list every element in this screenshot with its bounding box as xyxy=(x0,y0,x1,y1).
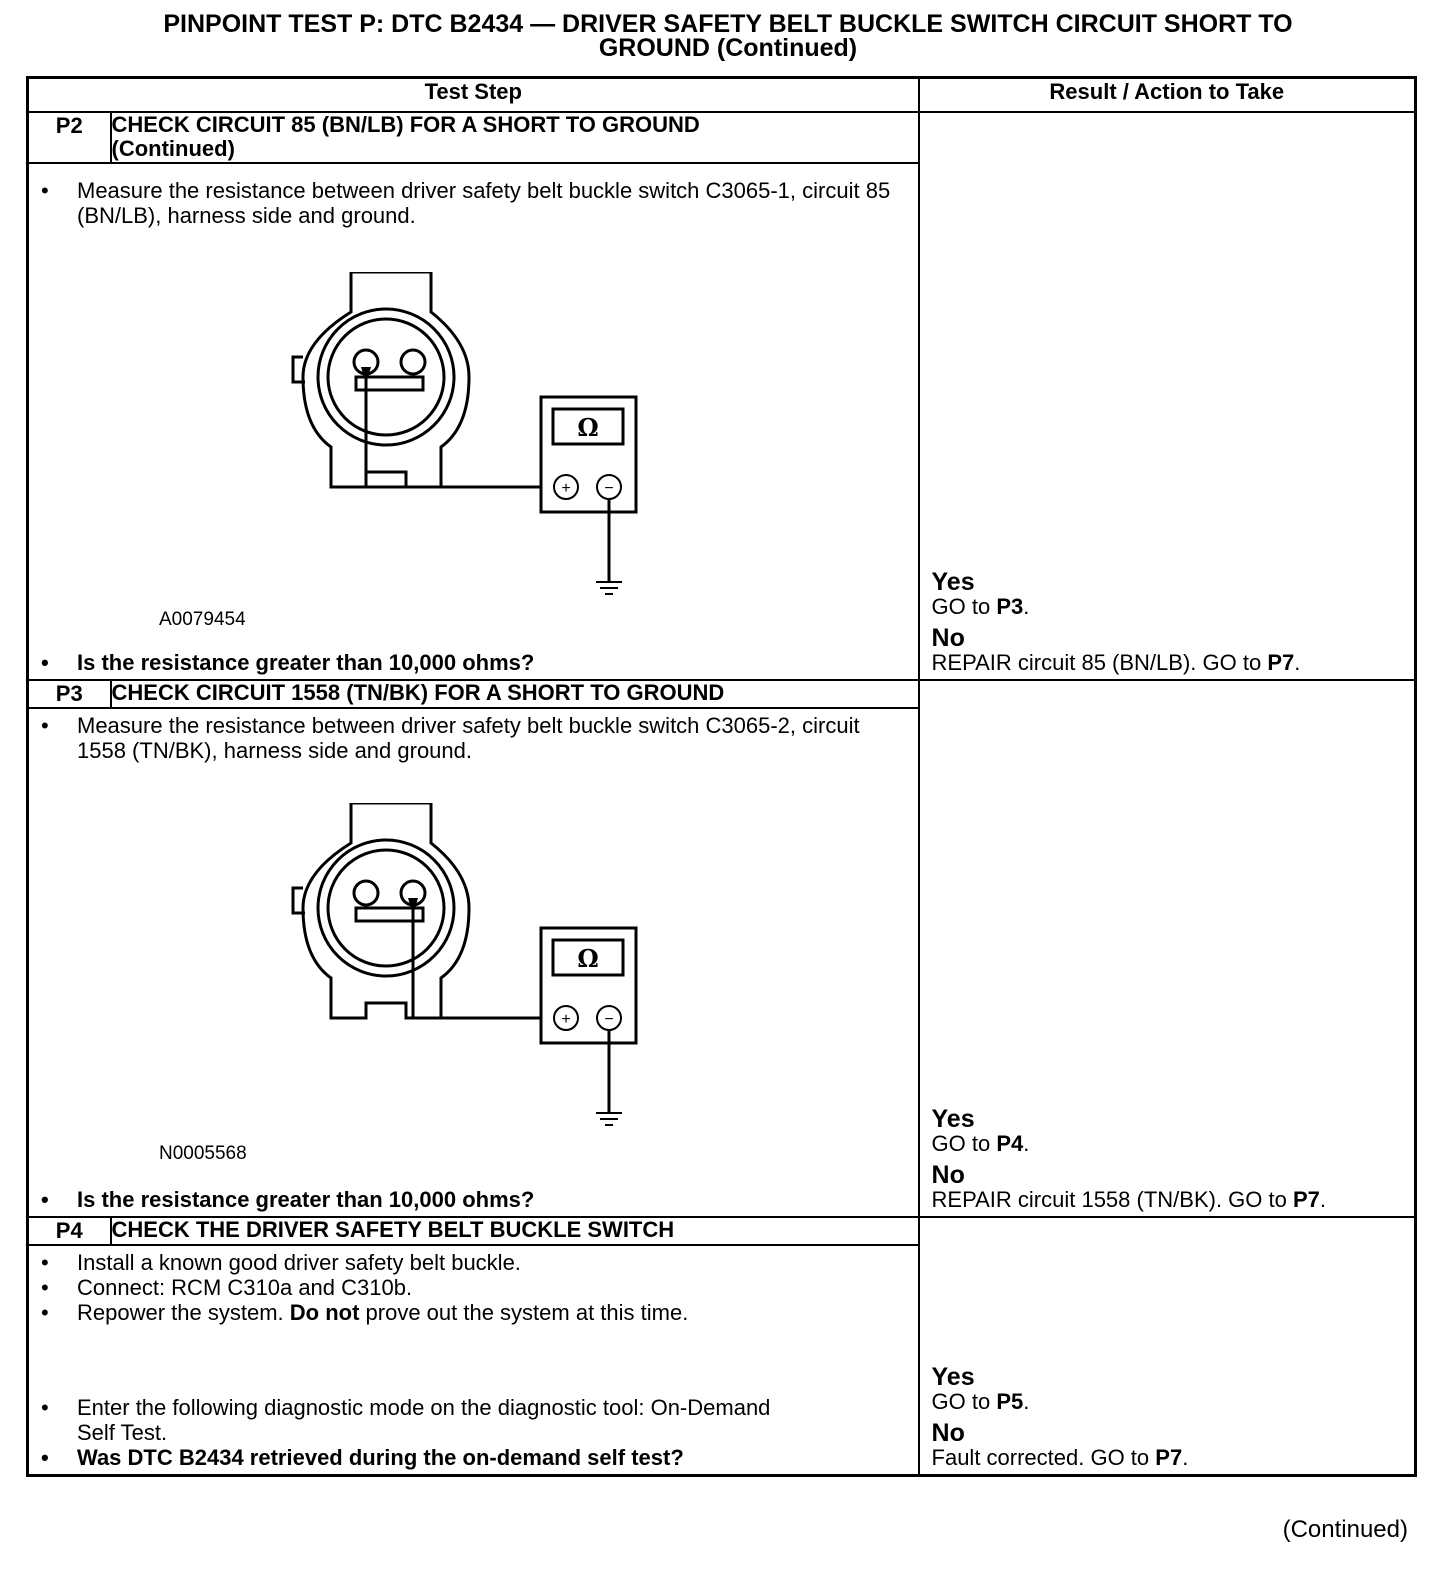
step-p3-no-action: REPAIR circuit 1558 (TN/BK). GO to P7. xyxy=(931,1187,1327,1212)
step-p2-no-target: P7 xyxy=(1267,650,1295,675)
step-p3-number: P3 xyxy=(28,680,111,708)
step-p4-yes-target: P5 xyxy=(996,1389,1024,1414)
step-p2-heading-line1: CHECK CIRCUIT 85 (BN/LB) FOR A SHORT TO GROUND xyxy=(111,112,700,137)
step-p4-bullet-2: • Connect: RCM C310a and C310b. xyxy=(29,1275,918,1300)
plus-sign: + xyxy=(561,1011,571,1028)
step-p3-figure-id: N0005568 xyxy=(159,1143,247,1164)
step-p3-heading-row xyxy=(28,680,1416,708)
step-p2-body xyxy=(28,163,919,680)
step-p4-number: P4 xyxy=(28,1217,111,1245)
step-p4-bullet-4: • Enter the following diagnostic mode on the diagnostic tool: On-Demand Self Test. xyxy=(29,1395,918,1445)
step-p4-bullet-1: • Install a known good driver safety belt buckle. xyxy=(29,1250,918,1275)
step-p3-body xyxy=(28,708,919,1217)
step-p2-yes-action: GO to P3. xyxy=(931,594,1030,619)
page-title xyxy=(0,12,1456,60)
ground-symbol xyxy=(596,582,622,594)
step-p4-question: • Was DTC B2434 retrieved during the on-demand self test? xyxy=(29,1445,918,1470)
step-p3-no-label: No xyxy=(931,1161,965,1189)
step-p2-figure-id: A0079454 xyxy=(159,609,246,630)
step-p2-instruction: • Measure the resistance between driver safety belt buckle switch C3065-1, circuit 85 (BN/LB), harness side and ground. xyxy=(29,178,918,228)
step-p3-no-target: P7 xyxy=(1292,1187,1320,1212)
step-p2-question: • Is the resistance greater than 10,000 ohms? xyxy=(29,650,918,675)
step-p4-body xyxy=(28,1245,919,1476)
step-p4-yes-action: GO to P5. xyxy=(931,1389,1030,1414)
step-p4-no-target: P7 xyxy=(1155,1445,1183,1470)
ohm-icon: Ω xyxy=(577,944,599,973)
step-p4-yes-label: Yes xyxy=(931,1363,975,1391)
step-p2-yes-target: P3 xyxy=(996,594,1024,619)
step-p4-bullet-3: • Repower the system. Do not prove out the system at this time. xyxy=(29,1300,918,1325)
step-p2-number: P2 xyxy=(28,112,111,163)
plus-sign: + xyxy=(561,480,571,497)
step-p4-result xyxy=(919,1217,1416,1476)
minus-sign: − xyxy=(604,480,614,497)
step-p2-result xyxy=(919,112,1416,680)
title-line-1: PINPOINT TEST P: DTC B2434 — DRIVER SAFETY BELT BUCKLE SWITCH CIRCUIT SHORT TO xyxy=(163,10,1293,38)
step-p3-question: • Is the resistance greater than 10,000 ohms? xyxy=(29,1187,918,1212)
table-header-row xyxy=(28,78,1416,113)
title-line-2: GROUND (Continued) xyxy=(598,34,858,62)
step-p3-heading: CHECK CIRCUIT 1558 (TN/BK) FOR A SHORT TO GROUND xyxy=(111,680,919,708)
step-p3-result xyxy=(919,680,1416,1217)
result-header: Result / Action to Take xyxy=(919,78,1416,113)
minus-sign: − xyxy=(604,1011,614,1028)
step-p2-heading-row xyxy=(28,112,1416,163)
step-p2-no-action: REPAIR circuit 85 (BN/LB). GO to P7. xyxy=(931,650,1301,675)
step-p2-connector-diagram xyxy=(291,272,711,612)
test-step-header: Test Step xyxy=(28,78,919,113)
ohm-icon: Ω xyxy=(577,413,599,442)
ground-symbol xyxy=(596,1113,622,1125)
step-p2-yes-label: Yes xyxy=(931,568,975,596)
step-p4-heading: CHECK THE DRIVER SAFETY BELT BUCKLE SWITCH xyxy=(111,1217,919,1245)
step-p4-heading-row xyxy=(28,1217,1416,1245)
step-p2-heading xyxy=(111,112,919,163)
step-p4-no-action: Fault corrected. GO to P7. xyxy=(931,1445,1189,1470)
step-p3-yes-label: Yes xyxy=(931,1105,975,1133)
step-p4-no-label: No xyxy=(931,1419,965,1447)
connector-pin-2 xyxy=(401,350,425,374)
step-p3-yes-target: P4 xyxy=(996,1131,1024,1156)
connector-pin-1 xyxy=(354,881,378,905)
step-p2-heading-line2: (Continued) xyxy=(111,136,235,161)
step-p3-instruction: • Measure the resistance between driver safety belt buckle switch C3065-2, circuit 1558 (TN/BK), harness side and ground. xyxy=(29,713,918,763)
step-p3-connector-diagram xyxy=(291,803,711,1143)
pinpoint-test-table xyxy=(26,76,1417,1477)
continued-note: (Continued) xyxy=(1282,1516,1408,1543)
step-p3-yes-action: GO to P4. xyxy=(931,1131,1030,1156)
step-p2-no-label: No xyxy=(931,624,965,652)
